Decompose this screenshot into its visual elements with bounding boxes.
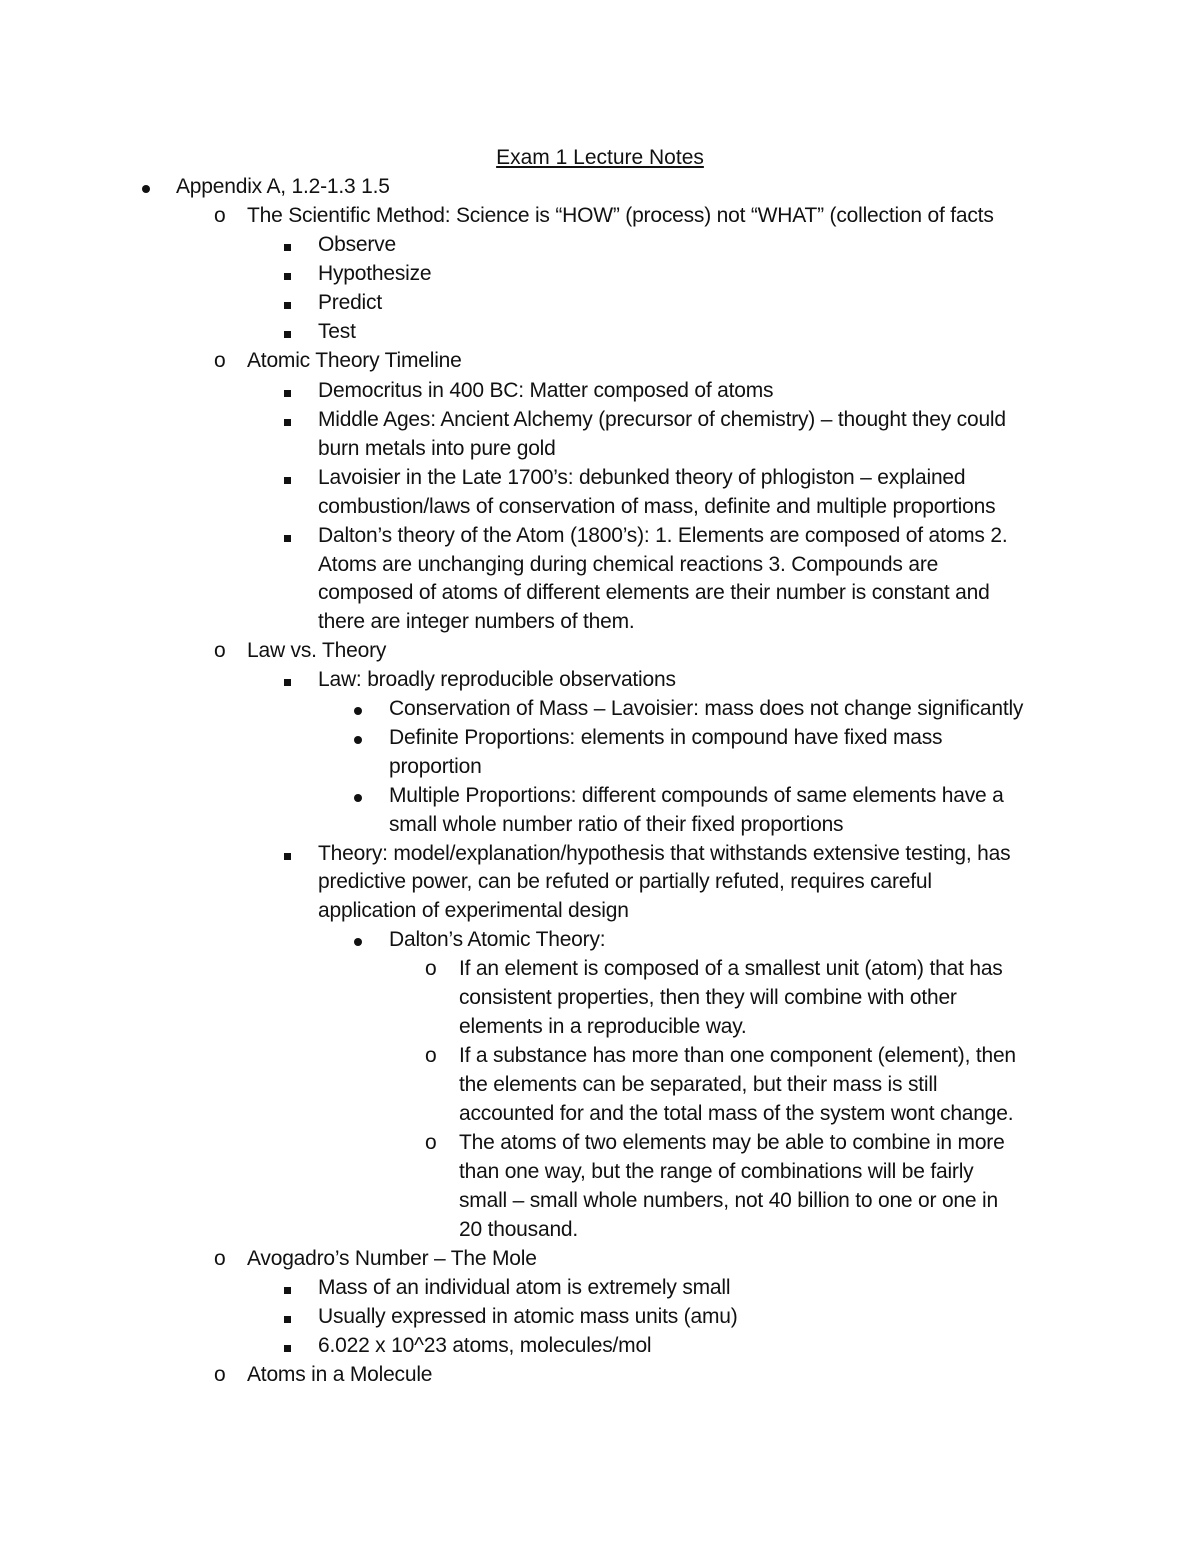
bullet-square-icon: [284, 1302, 291, 1331]
list-item: predictive power, can be refuted or partially refuted, requires careful: [318, 870, 932, 893]
bullet-dot-icon: [354, 781, 362, 810]
bullet-circle-icon: o: [425, 957, 437, 980]
list-item: Appendix A, 1.2-1.3 1.5: [176, 175, 390, 198]
list-item: composed of atoms of different elements are their number is constant and: [318, 581, 990, 604]
list-item: Democritus in 400 BC: Matter composed of atoms: [318, 379, 774, 402]
list-item: Law: broadly reproducible observations: [318, 668, 676, 691]
list-item: Conservation of Mass – Lavoisier: mass does not change significantly: [389, 697, 1024, 720]
bullet-dot-icon: [354, 723, 362, 752]
list-item: small – small whole numbers, not 40 billion to one or one in: [459, 1189, 998, 1212]
list-item: 20 thousand.: [459, 1218, 579, 1241]
list-item: If a substance has more than one component (element), then: [459, 1044, 1016, 1067]
list-item: The Scientific Method: Science is “HOW” (process) not “WHAT” (collection of facts: [247, 204, 994, 227]
list-item: Law vs. Theory: [247, 639, 387, 662]
bullet-circle-icon: o: [214, 1247, 226, 1270]
bullet-square-icon: [284, 463, 291, 492]
list-item: Lavoisier in the Late 1700’s: debunked theory of phlogiston – explained: [318, 466, 966, 489]
list-item: If an element is composed of a smallest unit (atom) that has: [459, 957, 1003, 980]
bullet-square-icon: [284, 288, 291, 317]
bullet-square-icon: [284, 839, 291, 868]
list-item: Hypothesize: [318, 262, 432, 285]
list-item: application of experimental design: [318, 899, 629, 922]
bullet-square-icon: [284, 521, 291, 550]
bullet-square-icon: [284, 1273, 291, 1302]
list-item: Atoms in a Molecule: [247, 1363, 433, 1386]
list-item: Atoms are unchanging during chemical reactions 3. Compounds are: [318, 553, 939, 576]
list-item: there are integer numbers of them.: [318, 610, 635, 633]
list-item: Test: [318, 320, 356, 343]
list-item: Multiple Proportions: different compounds of same elements have a: [389, 784, 1004, 807]
list-item: Dalton’s theory of the Atom (1800’s): 1. Elements are composed of atoms 2.: [318, 524, 1008, 547]
list-item: Atomic Theory Timeline: [247, 349, 462, 372]
list-item: The atoms of two elements may be able to combine in more: [459, 1131, 1005, 1154]
list-item: elements in a reproducible way.: [459, 1015, 747, 1038]
bullet-circle-icon: o: [214, 349, 226, 372]
bullet-square-icon: [284, 405, 291, 434]
bullet-square-icon: [284, 259, 291, 288]
list-item: than one way, but the range of combinations will be fairly: [459, 1160, 974, 1183]
list-item: Middle Ages: Ancient Alchemy (precursor of chemistry) – thought they could: [318, 408, 1006, 431]
bullet-circle-icon: o: [214, 639, 226, 662]
list-item: the elements can be separated, but their mass is still: [459, 1073, 938, 1096]
list-item: 6.022 x 10^23 atoms, molecules/mol: [318, 1334, 652, 1357]
list-item: proportion: [389, 755, 482, 778]
list-item: Dalton’s Atomic Theory:: [389, 928, 606, 951]
list-item: combustion/laws of conservation of mass, definite and multiple proportions: [318, 495, 996, 518]
page-title: Exam 1 Lecture Notes: [496, 146, 704, 169]
bullet-square-icon: [284, 665, 291, 694]
list-item: accounted for and the total mass of the system wont change.: [459, 1102, 1014, 1125]
bullet-square-icon: [284, 230, 291, 259]
bullet-square-icon: [284, 376, 291, 405]
bullet-dot-icon: [142, 172, 150, 201]
list-item: Observe: [318, 233, 396, 256]
list-item: Theory: model/explanation/hypothesis that withstands extensive testing, has: [318, 842, 1011, 865]
list-item: Predict: [318, 291, 382, 314]
bullet-circle-icon: o: [214, 204, 226, 227]
bullet-circle-icon: o: [425, 1131, 437, 1154]
list-item: Mass of an individual atom is extremely small: [318, 1276, 731, 1299]
list-item: small whole number ratio of their fixed proportions: [389, 813, 844, 836]
list-item: Usually expressed in atomic mass units (amu): [318, 1305, 738, 1328]
bullet-circle-icon: o: [214, 1363, 226, 1386]
list-item: Definite Proportions: elements in compound have fixed mass: [389, 726, 943, 749]
bullet-circle-icon: o: [425, 1044, 437, 1067]
list-item: burn metals into pure gold: [318, 437, 556, 460]
bullet-square-icon: [284, 1331, 291, 1360]
bullet-square-icon: [284, 317, 291, 346]
list-item: consistent properties, then they will combine with other: [459, 986, 957, 1009]
bullet-dot-icon: [354, 925, 362, 954]
bullet-dot-icon: [354, 694, 362, 723]
list-item: Avogadro’s Number – The Mole: [247, 1247, 537, 1270]
